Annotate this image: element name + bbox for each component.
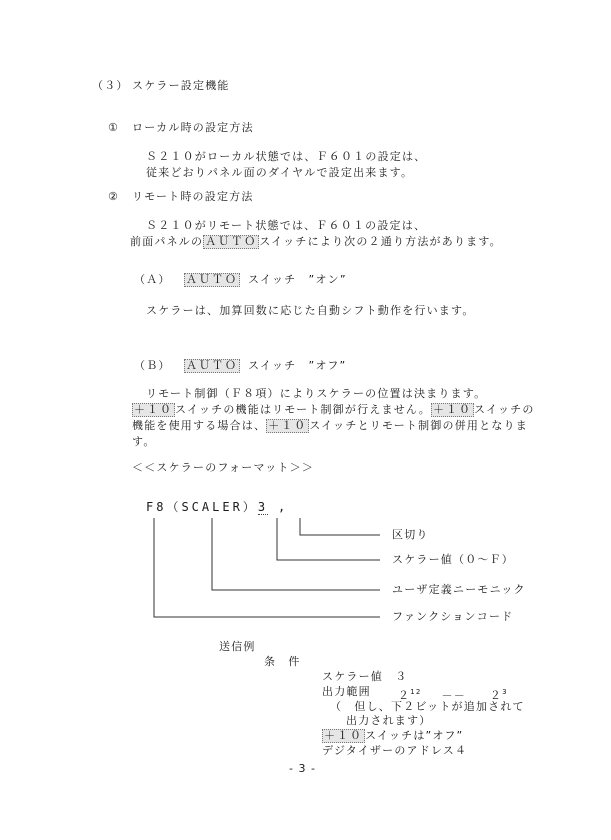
caseB-body3-post: スイッチとリモート制御の併用となりま bbox=[309, 419, 528, 432]
sub1-marker: ① bbox=[108, 121, 120, 134]
caseA-auto-key: ＡＵＴＯ bbox=[186, 273, 238, 286]
format-code-prefix: F8（SCALER） bbox=[146, 500, 258, 514]
example-switch bbox=[322, 729, 463, 743]
plus10-key-label: ＋１０ bbox=[432, 403, 472, 416]
sub2-line2-post: スイッチにより次の２通り方法があります。 bbox=[259, 235, 502, 248]
caseA-body: スケラーは、加算回数に応じた自動シフト動作を行います。 bbox=[146, 304, 475, 317]
format-heading: ＜＜スケラーのフォーマット＞＞ bbox=[132, 461, 315, 474]
leader-user-mnemonic bbox=[212, 518, 380, 590]
plus10-key-label: ＋１０ bbox=[134, 403, 173, 416]
section-number: （３） bbox=[92, 79, 129, 92]
leader-delimiter bbox=[300, 518, 380, 535]
caseA-switch-text: スイッチ ”オン” bbox=[248, 273, 347, 286]
range-high-exp: 12 bbox=[410, 688, 422, 696]
leader-scaler-value bbox=[277, 518, 380, 560]
caseB-body2-post: スイッチの bbox=[473, 403, 535, 416]
sub2-line2-pre: 前面パネルの bbox=[130, 235, 204, 248]
section-title: スケラー設定機能 bbox=[132, 79, 230, 92]
caseB-body4: す。 bbox=[132, 435, 156, 448]
plus10-key-label: ＋１０ bbox=[324, 729, 363, 742]
format-code-value: 3 bbox=[257, 500, 269, 514]
range-low-base: ２ bbox=[489, 689, 503, 702]
example-address: デジタイザーのアドレス４ bbox=[322, 744, 468, 757]
range-high-base: ２ bbox=[398, 689, 411, 702]
format-label-delimiter: 区切り bbox=[392, 528, 429, 541]
caseB-label: （Ｂ） bbox=[134, 359, 171, 372]
example-scaler-value: スケラー値 ３ bbox=[322, 670, 408, 683]
example-title: 送信例 bbox=[219, 640, 256, 653]
auto-key-label: ＡＵＴＯ bbox=[205, 235, 258, 248]
range-low-exp: 3 bbox=[502, 688, 508, 696]
sub1-title: ローカル時の設定方法 bbox=[132, 121, 254, 134]
caseB-body1: リモート制御（Ｆ８項）によりスケラーの位置は決まります。 bbox=[146, 387, 487, 400]
format-label-user-mnemonic: ユーザ定義ニーモニック bbox=[392, 583, 526, 596]
example-conditions-label: 条 件 bbox=[264, 655, 301, 668]
sub2-line1: Ｓ２１０がリモート状態では、Ｆ６０１の設定は、 bbox=[146, 219, 427, 232]
sub2-marker: ② bbox=[108, 190, 120, 203]
format-label-function-code: ファンクションコード bbox=[392, 610, 514, 623]
example-note1: （ 但し、下２ビットが追加されて bbox=[330, 700, 525, 713]
format-label-scaler-value: スケラー値（０～Ｆ） bbox=[392, 553, 514, 566]
plus10-key-label: ＋１０ bbox=[268, 419, 308, 432]
caseA-label: （Ａ） bbox=[134, 273, 171, 286]
range-dash: －－ bbox=[441, 689, 466, 702]
sub1-line1: Ｓ２１０がローカル状態では、Ｆ６０１の設定は、 bbox=[146, 150, 427, 163]
example-note2: 出力されます） bbox=[346, 714, 432, 727]
caseB-body3-pre: 機能を使用する場合は、 bbox=[132, 419, 267, 432]
caseB-auto-key: ＡＵＴＯ bbox=[186, 359, 238, 372]
leader-function-code bbox=[154, 518, 380, 617]
example-range-label: 出力範囲 bbox=[322, 685, 371, 698]
caseB-switch-text: スイッチ ”オフ” bbox=[248, 359, 347, 372]
caseB-body2-mid: スイッチの機能はリモート制御が行えません。 bbox=[175, 403, 431, 416]
sub1-line2: 従来どおりパネル面のダイヤルで設定出来ます。 bbox=[146, 166, 414, 179]
page-number: - 3 - bbox=[289, 762, 316, 775]
format-code-delimiter: , bbox=[278, 500, 289, 514]
example-switch-text: スイッチは”オフ” bbox=[365, 729, 464, 742]
sub2-title: リモート時の設定方法 bbox=[132, 190, 254, 203]
